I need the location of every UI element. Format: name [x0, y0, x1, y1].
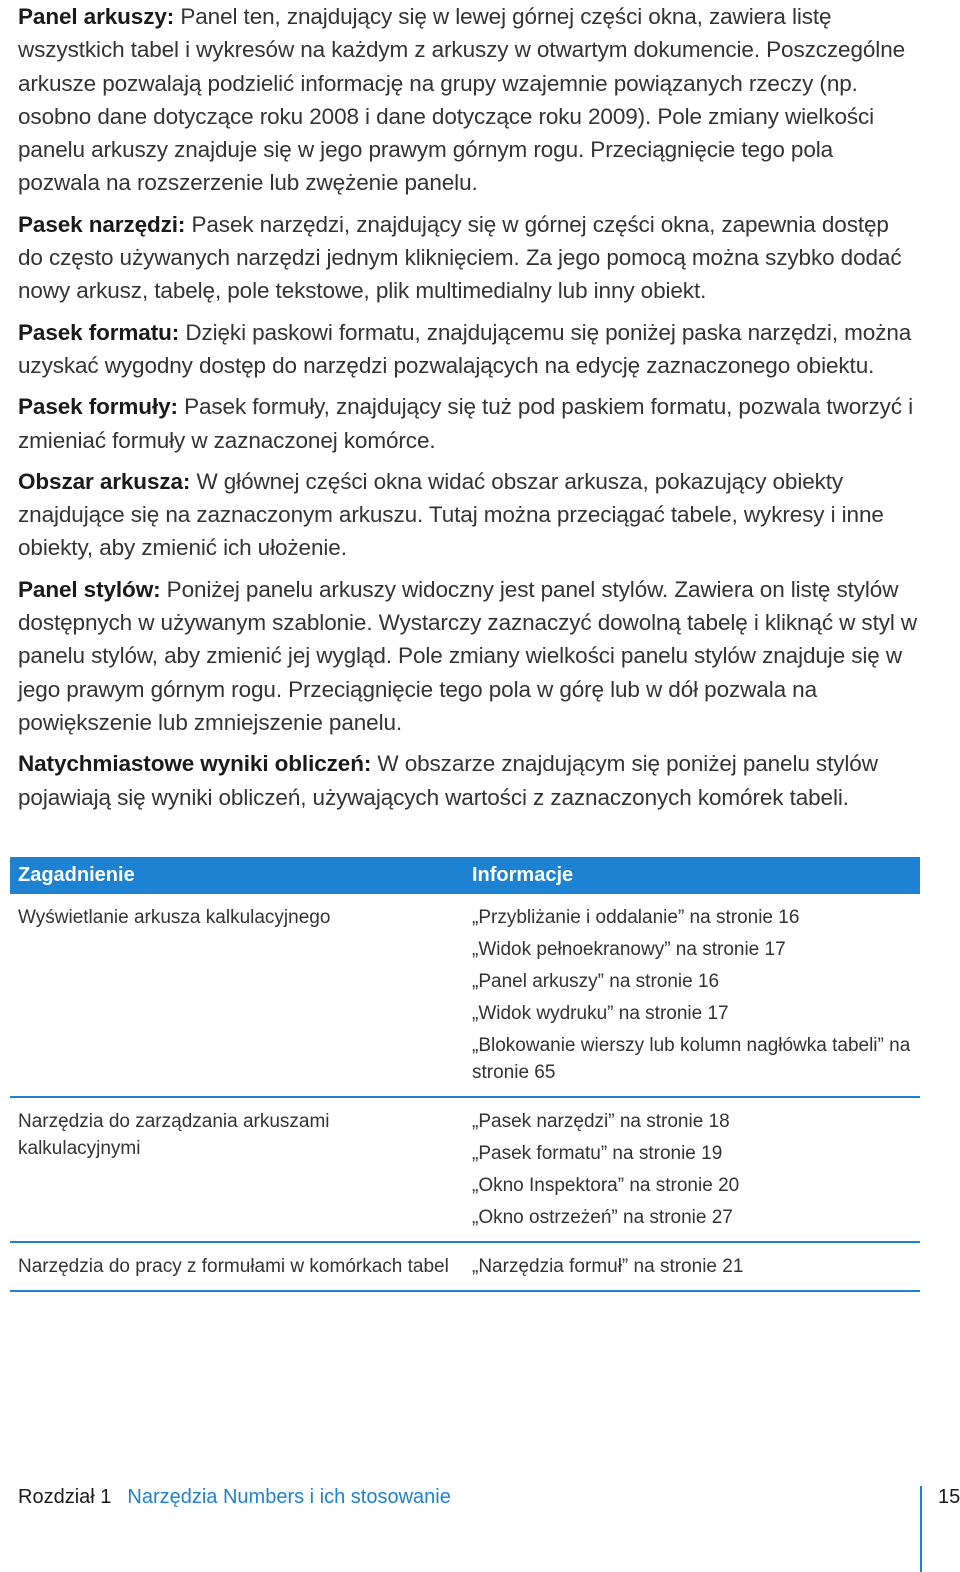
paragraph-panel-stylow: [18, 573, 918, 739]
term-label: Pasek formuły:: [18, 394, 178, 420]
paragraph-pasek-formuly: [18, 390, 918, 457]
paragraph-text: Dzięki paskowi formatu, znajdującemu się poniżej paska narzędzi, można uzyskać wygodny dostęp do narzędzi pozwalających na edycję zaznaczonego obiektu.: [18, 319, 912, 378]
paragraph-text: Panel ten, znajdujący się w lewej górnej części okna, zawiera listę wszystkich tabel i wykresów na każdym z arkuszy w otwartym dokumencie. Poszczególne arkusze pozwalają podzielić informację na grupy wzajemnie powiązanych rzeczy (np. osobno dane dotyczące roku 2008 i dane dotyczące roku 2009). Pole zmiany wielkości panelu arkuszy znajduje się w jego prawym górnym rogu. Przeciągnięcie tego pola pozwala na rozszerzenie lub zwężenie panelu.: [18, 4, 906, 196]
cross-reference: „Widok wydruku” na stronie 17: [472, 1003, 729, 1024]
paragraph-wyniki-obliczen: [18, 747, 918, 814]
paragraph-text: Pasek narzędzi, znajdujący się w górnej części okna, zapewnia dostęp do często używanych narzędzi jednym kliknięciem. Za jego pomocą można szybko dodać nowy arkusz, tabelę, pole tekstowe, plik multimedialny lub inny obiekt.: [18, 211, 902, 304]
table-cell-refs: [464, 1097, 920, 1242]
paragraph-obszar-arkusza: [18, 465, 918, 565]
reference-table: [10, 857, 920, 1292]
cross-reference: „Blokowanie wierszy lub kolumn nagłówka tabeli” na stronie 65: [472, 1035, 911, 1083]
table-row: [10, 1097, 920, 1242]
paragraph-text: Pasek formuły, znajdujący się tuż pod paskiem formatu, pozwala tworzyć i zmieniać formuły w zaznaczonej komórce.: [18, 394, 914, 453]
term-label: Obszar arkusza:: [18, 468, 191, 494]
table-header-topic: Zagadnienie: [10, 857, 464, 894]
paragraph-text: W głównej części okna widać obszar arkusza, pokazujący obiekty znajdujące się na zaznaczonym arkuszu. Tutaj można przeciągać tabele, wykresy i inne obiekty, aby zmienić ich ułożenie.: [18, 468, 884, 561]
table-header-row: [10, 857, 920, 894]
term-label: Natychmiastowe wyniki obliczeń:: [18, 751, 372, 777]
term-label: Pasek formatu:: [18, 319, 180, 345]
page-footer: [18, 1486, 451, 1509]
table-header-info: Informacje: [464, 857, 920, 894]
paragraph-pasek-formatu: [18, 316, 918, 383]
cross-reference: „Pasek narzędzi” na stronie 18: [472, 1111, 730, 1132]
table-row: [10, 1242, 920, 1291]
term-label: Panel stylów:: [18, 576, 161, 602]
cross-reference: „Okno ostrzeżeń” na stronie 27: [472, 1207, 733, 1228]
table-cell-topic: Wyświetlanie arkusza kalkulacyjnego: [10, 894, 464, 1097]
chapter-label: Rozdział 1: [18, 1486, 112, 1508]
table-cell-topic: Narzędzia do zarządzania arkuszami kalkulacyjnymi: [10, 1097, 464, 1242]
cross-reference: „Panel arkuszy” na stronie 16: [472, 971, 720, 992]
body-text: [18, 0, 918, 822]
cross-reference: „Przybliżanie i oddalanie” na stronie 16: [472, 907, 800, 928]
table-row: [10, 894, 920, 1097]
paragraph-panel-arkuszy: [18, 0, 918, 200]
footer-divider: [920, 1486, 922, 1572]
cross-reference: „Narzędzia formuł” na stronie 21: [472, 1256, 744, 1277]
cross-reference: „Widok pełnoekranowy” na stronie 17: [472, 939, 786, 960]
paragraph-text: W obszarze znajdującym się poniżej panelu stylów pojawiają się wyniki obliczeń, używających wartości z zaznaczonych komórek tabeli.: [18, 751, 878, 810]
term-label: Panel arkuszy:: [18, 4, 175, 29]
cross-reference: „Okno Inspektora” na stronie 20: [472, 1175, 740, 1196]
paragraph-pasek-narzedzi: [18, 208, 918, 308]
page-number: 15: [938, 1486, 960, 1508]
term-label: Pasek narzędzi:: [18, 211, 186, 237]
cross-reference: „Pasek formatu” na stronie 19: [472, 1143, 723, 1164]
chapter-title: Narzędzia Numbers i ich stosowanie: [127, 1486, 451, 1508]
table-cell-refs: [464, 894, 920, 1097]
table-cell-topic: Narzędzia do pracy z formułami w komórkach tabel: [10, 1242, 464, 1291]
paragraph-text: Poniżej panelu arkuszy widoczny jest panel stylów. Zawiera on listę stylów dostępnych w używanym szablonie. Wystarczy zaznaczyć dowolną tabelę i kliknąć w styl w panelu stylów, aby zmienić jej wygląd. Pole zmiany wielkości panelu stylów znajduje się w jego prawym górnym rogu. Przeciągnięcie tego pola w górę lub w dół pozwala na powiększenie lub zmniejszenie panelu.: [18, 576, 918, 735]
table-cell-refs: [464, 1242, 920, 1291]
